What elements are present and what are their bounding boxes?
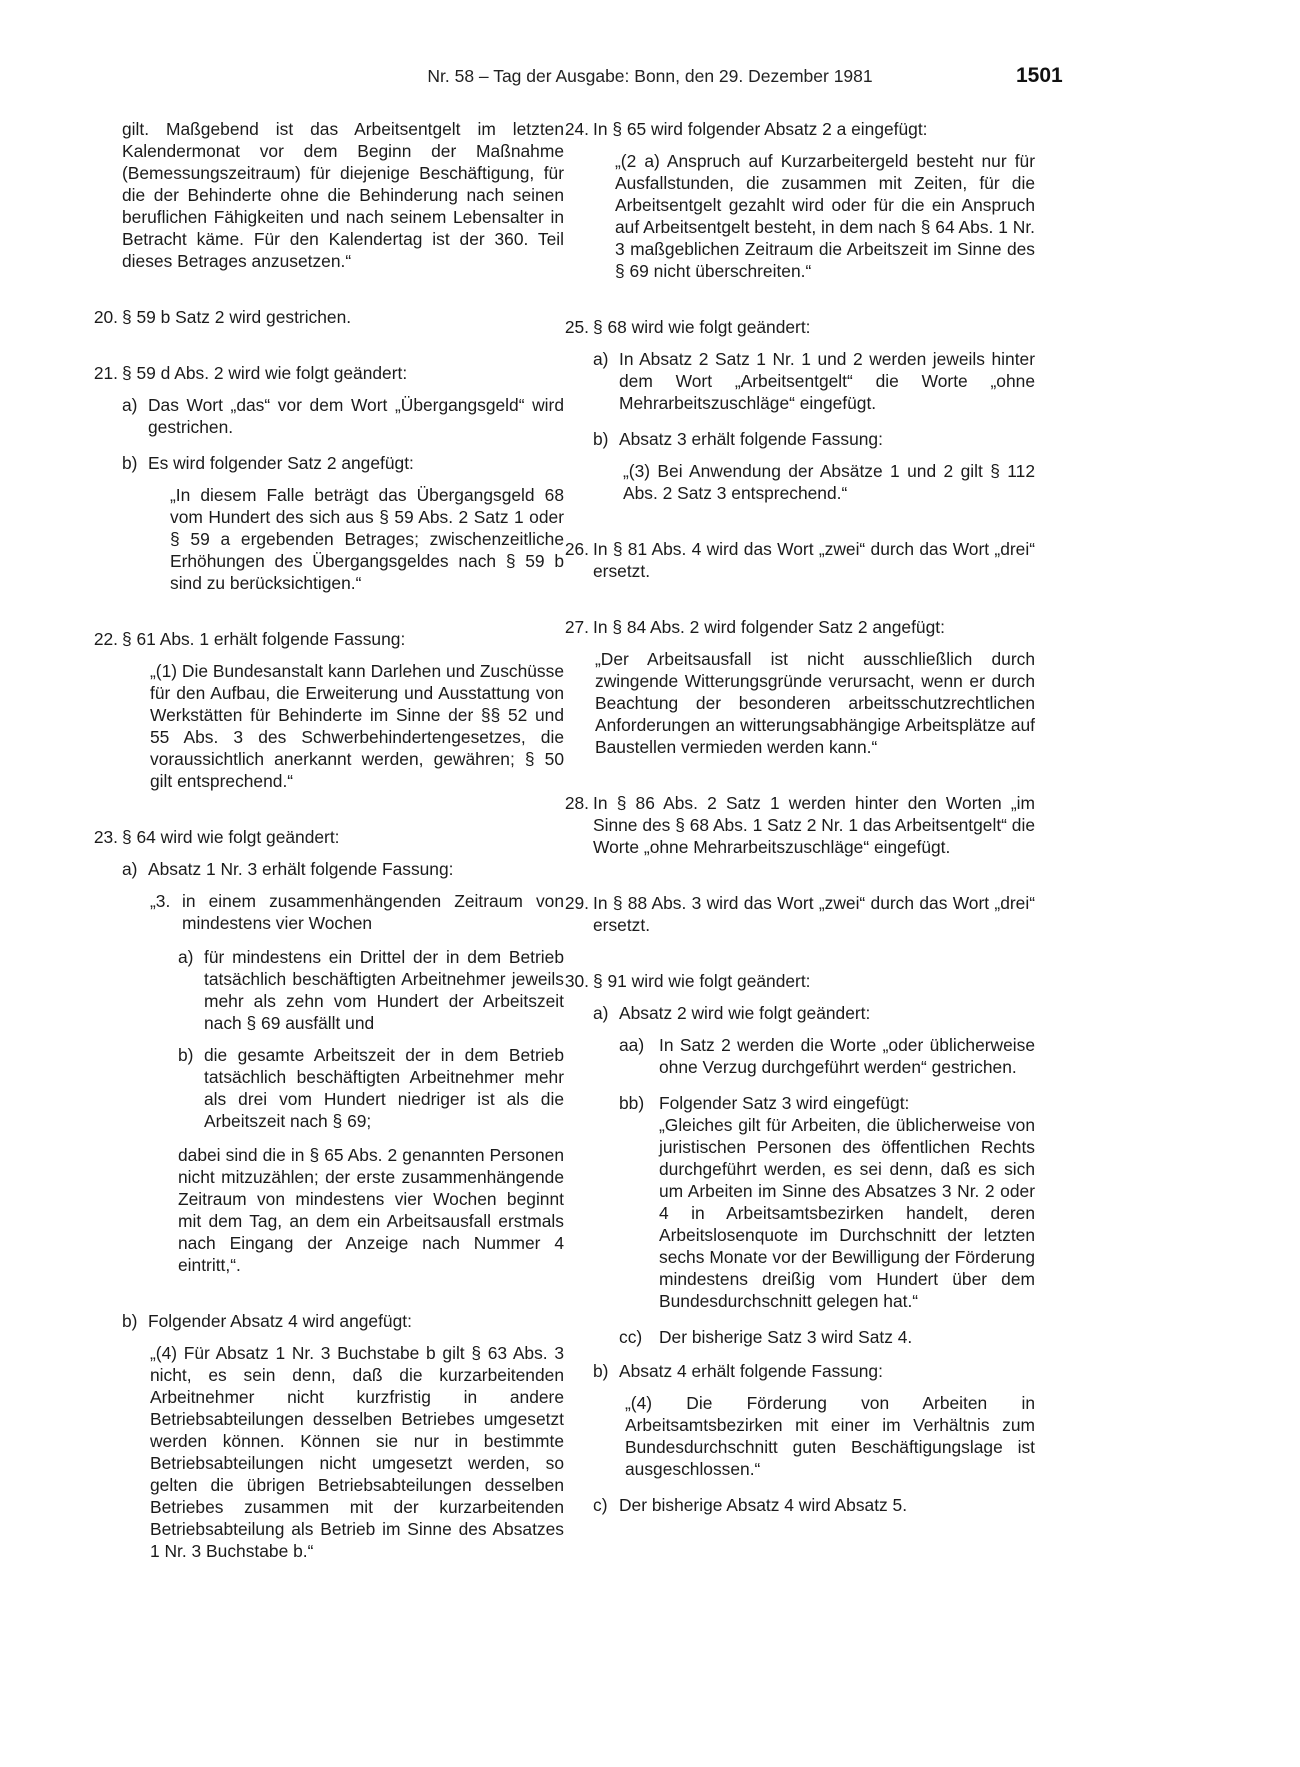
item-number: 21. — [93, 363, 118, 383]
page-number: 1501 — [1016, 64, 1063, 87]
subitem-label: a) — [122, 395, 138, 415]
subitem-a — [122, 394, 564, 438]
item-29 — [564, 892, 1035, 936]
subitem-b — [593, 1360, 1035, 1480]
item-28 — [564, 792, 1035, 858]
quoted-text: „(3) Bei Anwendung der Absätze 1 und 2 gilt § 112 Abs. 2 Satz 3 entsprechend.“ — [623, 461, 1035, 503]
item-23 — [93, 826, 564, 1562]
item-text: § 59 d Abs. 2 wird wie folgt geändert: — [122, 363, 408, 383]
item-24 — [564, 118, 1035, 282]
clause-b — [178, 1044, 564, 1132]
quoted-text: „In diesem Falle beträgt das Übergangsgeld 68 vom Hundert des sich aus § 59 Abs. 2 Satz 1 oder § 59 a ergebenden Betrages; zwischenzeitliche Erhöhungen des Übergangsgeldes nach § 59 b sind zu berücksichtigen.“ — [170, 485, 564, 593]
clause-text: für mindestens ein Drittel der in dem Betrieb tatsächlich beschäftigten Arbeitnehmer jeweils mehr als zehn vom Hundert der Arbeitszeit nach § 69 ausfällt und — [204, 947, 564, 1033]
subitem-a — [593, 1002, 1035, 1348]
subitem-label: a) — [122, 859, 138, 879]
subitem-b — [593, 428, 1035, 504]
item-text: In § 84 Abs. 2 wird folgender Satz 2 angefügt: — [593, 617, 945, 637]
clause-label: a) — [178, 947, 194, 967]
item-text: In § 86 Abs. 2 Satz 1 werden hinter den Worten „im Sinne des § 68 Abs. 1 Satz 2 Nr. 1 das Arbeitsentgelt“ die Worte „ohne Mehrarbeitszuschläge“ eingefügt. — [593, 793, 1035, 857]
left-column — [93, 118, 564, 1562]
item-26 — [564, 538, 1035, 582]
subitem-text: Der bisherige Absatz 4 wird Absatz 5. — [619, 1495, 908, 1515]
item-number: 28. — [564, 793, 589, 813]
item-30 — [564, 970, 1035, 1516]
subitem-label: b) — [122, 1311, 138, 1331]
quoted-text: „(4) Die Förderung von Arbeiten in Arbeitsamtsbezirken mit einer im Verhältnis zum Bundesdurchschnitt guten Beschäftigungslage ist ausgeschlossen.“ — [625, 1393, 1035, 1479]
subitem-c — [593, 1494, 1035, 1516]
subitem-text: In Absatz 2 Satz 1 Nr. 1 und 2 werden jeweils hinter dem Wort „Arbeitsentgelt“ die Worte „ohne Mehrarbeitszuschläge“ eingefügt. — [619, 349, 1035, 413]
subclause-label: cc) — [619, 1327, 643, 1347]
item-text: § 64 wird wie folgt geändert: — [122, 827, 340, 847]
clause-label: „3. — [150, 891, 171, 911]
subclause-cc — [619, 1326, 1035, 1348]
subitem-label: b) — [593, 1361, 609, 1381]
subclause-bb — [619, 1092, 1035, 1312]
subitem-b — [122, 452, 564, 594]
quoted-text: „Gleiches gilt für Arbeiten, die üblicherweise von juristischen Personen des öffentlichen Rechts durchgeführt werden, es sei denn, daß es sich um Arbeiten im Sinne des Absatzes 3 Nr. 2 oder 4 in Arbeitsamtsbezirken handelt, deren Arbeitslosenquote im Durchschnitt der letzten sechs Monate vor der Bewilligung der Förderung mindestens dreißig vom Hundert über dem Bundesdurchschnitt gelegen hat.“ — [659, 1115, 1035, 1311]
clause-text: in einem zusammenhängenden Zeitraum von mindestens vier Wochen — [182, 891, 564, 933]
subitem-label: c) — [593, 1495, 608, 1515]
subclause-label: bb) — [619, 1093, 645, 1113]
clause-3 — [150, 890, 564, 1276]
subitem-label: a) — [593, 1003, 609, 1023]
item-number: 26. — [564, 539, 589, 559]
item-number: 20. — [93, 307, 118, 327]
subitem-text: Folgender Absatz 4 wird angefügt: — [148, 1311, 412, 1331]
quoted-text: „(2 a) Anspruch auf Kurzarbeitergeld besteht nur für Ausfallstunden, die zusammen mit Zeiten, für die Arbeitsentgelt gezahlt wird oder für die ein Anspruch auf Arbeitsentgelt besteht, in dem nach § 64 Abs. 1 Nr. 3 maßgeblichen Zeitraum die Arbeitszeit im Sinne des § 69 nicht überschreiten.“ — [615, 151, 1035, 281]
subitem-text: Es wird folgender Satz 2 angefügt: — [148, 453, 414, 473]
item-number: 30. — [564, 971, 589, 991]
item-number: 25. — [564, 317, 589, 337]
item-text: In § 65 wird folgender Absatz 2 a eingefügt: — [593, 119, 928, 139]
subclause-text: Folgender Satz 3 wird eingefügt: — [659, 1093, 910, 1113]
subitem-text: Absatz 4 erhält folgende Fassung: — [619, 1361, 883, 1381]
clause-label: b) — [178, 1045, 194, 1065]
subitem-a — [593, 348, 1035, 414]
item-number: 24. — [564, 119, 589, 139]
quoted-text: „(1) Die Bundesanstalt kann Darlehen und Zuschüsse für den Aufbau, die Erweiterung und Ausstattung von Werkstätten für Behinderte im Sinne der §§ 52 und 55 Abs. 3 des Schwerbehindertengesetzes, die voraussichtlich anerkannt werden, gewähren; § 50 gilt entsprechend.“ — [150, 661, 564, 791]
subclause-label: aa) — [619, 1035, 645, 1055]
item-text: In § 81 Abs. 4 wird das Wort „zwei“ durch das Wort „drei“ ersetzt. — [593, 539, 1035, 581]
item-22 — [93, 628, 564, 792]
subitem-text: Absatz 3 erhält folgende Fassung: — [619, 429, 883, 449]
item-text: In § 88 Abs. 3 wird das Wort „zwei“ durch das Wort „drei“ ersetzt. — [593, 893, 1035, 935]
item-20 — [93, 306, 564, 328]
item-number: 22. — [93, 629, 118, 649]
item-25 — [564, 316, 1035, 504]
item-text: § 68 wird wie folgt geändert: — [593, 317, 811, 337]
subclause-aa — [619, 1034, 1035, 1078]
subitem-b — [122, 1310, 564, 1562]
quoted-text: „Der Arbeitsausfall ist nicht ausschließlich durch zwingende Witterungsgründe verursacht, wenn er durch Beachtung der besonderen arbeitsschutzrechtlichen Anforderungen an witterungsabhängige Arbeitsplätze auf Baustellen vermieden werden kann.“ — [595, 649, 1035, 757]
intro-paragraph: gilt. Maßgebend ist das Arbeitsentgelt im letzten Kalendermonat vor dem Beginn der Maßnahme (Bemessungszeitraum) für diejenige Beschäftigung, für die der Behinderte ohne die Behinderung nach seinen beruflichen Fähigkeiten und nach seinem Lebensalter in Betracht käme. Für den Kalendertag ist der 360. Teil dieses Betrages anzusetzen.“ — [122, 119, 564, 271]
item-text: § 61 Abs. 1 erhält folgende Fassung: — [122, 629, 406, 649]
item-text: § 59 b Satz 2 wird gestrichen. — [122, 307, 352, 327]
item-number: 27. — [564, 617, 589, 637]
item-number: 23. — [93, 827, 118, 847]
clause-a — [178, 946, 564, 1034]
subitem-text: Absatz 2 wird wie folgt geändert: — [619, 1003, 871, 1023]
item-21 — [93, 362, 564, 594]
subitem-label: b) — [122, 453, 138, 473]
subitem-label: b) — [593, 429, 609, 449]
subitem-text: Absatz 1 Nr. 3 erhält folgende Fassung: — [148, 859, 454, 879]
item-27 — [564, 616, 1035, 758]
quoted-text: „(4) Für Absatz 1 Nr. 3 Buchstabe b gilt § 63 Abs. 3 nicht, es sein denn, daß die kurzarbeitenden Arbeitnehmer nicht kurzfristig in andere Betriebsabteilungen desselben Betriebes umgesetzt werden können. Können sie nur in bestimmte Betriebsabteilungen nicht umgesetzt werden, so gelten die übrigen Betriebsabteilungen desselben Betriebes zusammen mit der kurzarbeitenden Betriebsabteilung als Betrieb im Sinne des Absatzes 1 Nr. 3 Buchstabe b.“ — [150, 1343, 564, 1561]
subclause-text: In Satz 2 werden die Worte „oder üblicherweise ohne Verzug durchgeführt werden“ gestrichen. — [659, 1035, 1035, 1077]
right-column — [564, 118, 1035, 1516]
subclause-text: Der bisherige Satz 3 wird Satz 4. — [659, 1327, 913, 1347]
item-number: 29. — [564, 893, 589, 913]
subitem-a — [122, 858, 564, 1276]
issue-line: Nr. 58 – Tag der Ausgabe: Bonn, den 29. Dezember 1981 — [427, 66, 873, 86]
clause-text: die gesamte Arbeitszeit der in dem Betrieb tatsächlich beschäftigten Arbeitnehmer mehr als drei vom Hundert niedriger ist als die Arbeitszeit nach § 69; — [204, 1045, 564, 1131]
item-text: § 91 wird wie folgt geändert: — [593, 971, 811, 991]
dabei-paragraph: dabei sind die in § 65 Abs. 2 genannten Personen nicht mitzuzählen; der erste zusammenhängende Zeitraum von mindestens vier Wochen beginnt mit dem Tag, an dem ein Arbeitsausfall erstmals nach Eingang der Anzeige nach Nummer 4 eintritt,“. — [178, 1145, 564, 1275]
subitem-label: a) — [593, 349, 609, 369]
subitem-text: Das Wort „das“ vor dem Wort „Übergangsgeld“ wird gestrichen. — [148, 395, 564, 437]
